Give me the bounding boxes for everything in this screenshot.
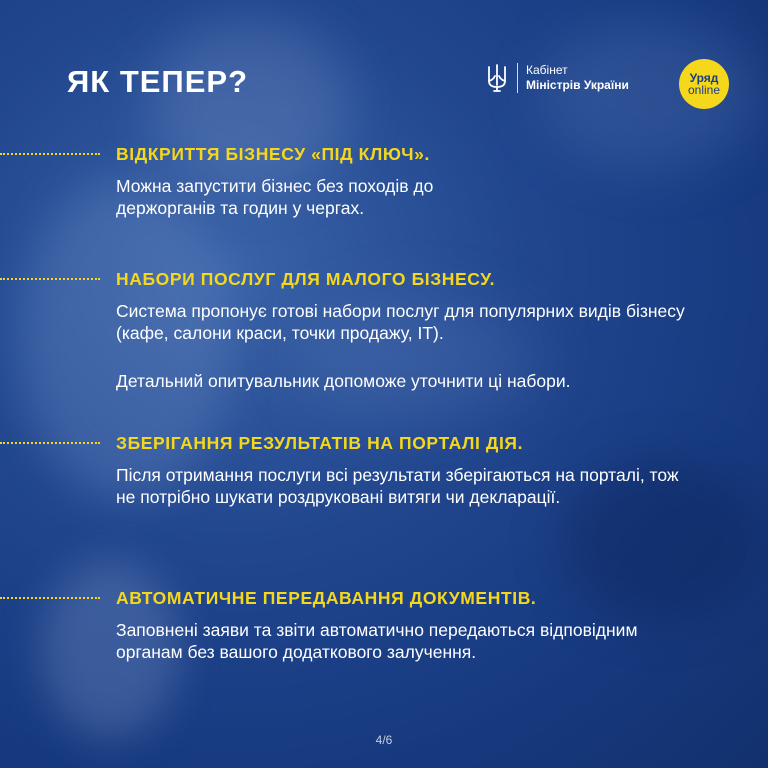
uriad-online-badge: [679, 59, 729, 109]
section-text: Можна запустити бізнес без походів до держорганів та годин у чергах.: [116, 176, 434, 218]
dotted-leader: [0, 442, 100, 444]
section-text: Детальний опитувальник допоможе уточнити ці набори.: [116, 371, 571, 391]
section-title: ВІДКРИТТЯ БІЗНЕСУ «ПІД КЛЮЧ».: [116, 144, 430, 164]
section-text: Після отримання послуги всі результати зберігаються на порталі, тож не потрібно шукати роздруковані витяги чи декларації.: [116, 465, 679, 507]
section-title: ЗБЕРІГАННЯ РЕЗУЛЬТАТІВ НА ПОРТАЛІ ДІЯ.: [116, 433, 524, 453]
cabinet-name: [526, 63, 629, 93]
logo-divider: [517, 63, 518, 93]
cabinet-logo: [486, 63, 629, 93]
badge-line-1: Уряд: [689, 70, 719, 85]
dotted-leader: [0, 597, 100, 599]
cabinet-line-1: Кабінет: [526, 63, 568, 77]
section-title: НАБОРИ ПОСЛУГ ДЛЯ МАЛОГО БІЗНЕСУ.: [116, 269, 496, 289]
cabinet-line-2: Міністрів України: [526, 78, 629, 92]
page-title: ЯК ТЕПЕР?: [67, 64, 248, 99]
dotted-leader: [0, 278, 100, 280]
trident-icon: [486, 63, 508, 93]
dotted-leader: [0, 153, 100, 155]
section-text: Заповнені заяви та звіти автоматично передаються відповідним органам без вашого додаткового залучення.: [116, 620, 638, 662]
background-photo-blur: [540, 20, 760, 170]
page-indicator: 4/6: [375, 733, 393, 747]
section-text: Система пропонує готові набори послуг для популярних видів бізнесу (кафе, салони краси, точки продажу, IT).: [116, 301, 685, 343]
section-title: АВТОМАТИЧНЕ ПЕРЕДАВАННЯ ДОКУМЕНТІВ.: [116, 588, 537, 608]
badge-line-2: online: [687, 82, 721, 97]
